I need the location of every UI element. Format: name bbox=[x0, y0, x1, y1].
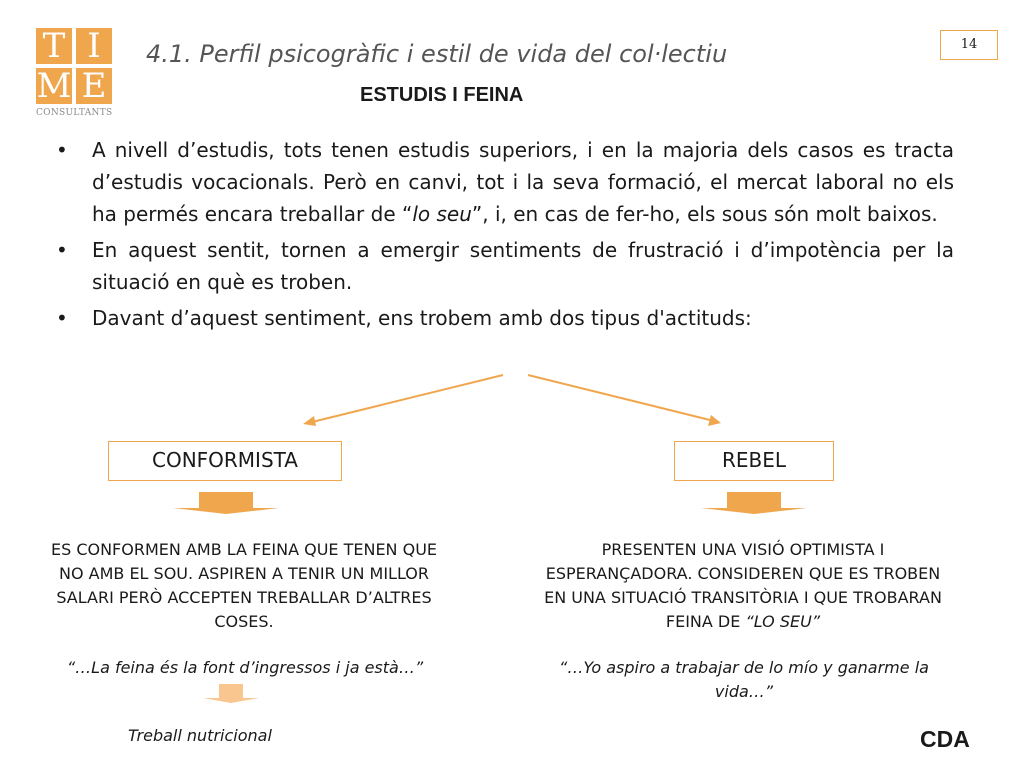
bullet-text: En aquest sentit, tornen a emergir sentiments de frustració i d’impotència per la situació en què es troben. bbox=[92, 238, 954, 294]
logo-caption: CONSULTANTS bbox=[36, 108, 113, 118]
conformista-quote: “…La feina és la font d’ingressos i ja està…” bbox=[66, 658, 424, 677]
logo-letter: E bbox=[76, 68, 112, 104]
slide-title: 4.1. Perfil psicogràfic i estil de vida del col·lectiu bbox=[146, 40, 728, 68]
rebel-description-text: PRESENTEN UNA VISIÓ OPTIMISTA I ESPERANÇADORA. CONSIDEREN QUE ES TROBEN EN UNA SITUACIÓ TRANSITÒRIA I QUE TROBARAN FEINA DE bbox=[544, 540, 942, 631]
left-down-arrow-icon bbox=[173, 492, 279, 514]
conformista-description: ES CONFORMEN AMB LA FEINA QUE TENEN QUE NO AMB EL SOU. ASPIREN A TENIR UN MILLOR SALARI PERÒ ACCEPTEN TREBALLAR D’ALTRES COSES. bbox=[50, 540, 438, 631]
bullet-text: A nivell d’estudis, tots tenen estudis superiors, i en la majoria dels casos es tracta d’estudis vocacionals. Però en canvi, tot i la seva formació, el mercat laboral no els ha permés encara treballar de “ bbox=[92, 138, 954, 226]
bullet-icon: • bbox=[56, 306, 68, 330]
rebel-description-emphasis: “LO SEU” bbox=[745, 612, 821, 631]
right-down-arrow-icon bbox=[701, 492, 807, 514]
section-subtitle: ESTUDIS I FEINA bbox=[360, 84, 524, 106]
bullet-text: ”, i, en cas de fer-ho, els sous són molt baixos. bbox=[471, 202, 938, 226]
rebel-description bbox=[536, 538, 950, 634]
logo-letter: I bbox=[76, 28, 112, 64]
left-branch-arrow bbox=[308, 375, 503, 423]
bullet-emphasis: lo seu bbox=[412, 202, 472, 226]
bullet-icon: • bbox=[56, 138, 68, 162]
bullet-icon: • bbox=[56, 238, 68, 262]
left-arrowhead-icon bbox=[303, 416, 316, 426]
rebel-box: REBEL bbox=[674, 441, 834, 481]
page-number: 14 bbox=[940, 30, 998, 60]
rebel-quote: “…Yo aspiro a trabajar de lo mío y ganarme la vida…” bbox=[559, 658, 929, 701]
logo-letter: T bbox=[36, 28, 72, 64]
logo-letter: M bbox=[36, 66, 72, 106]
bullet-text: Davant d’aquest sentiment, ens trobem amb dos tipus d'actituds: bbox=[92, 306, 752, 330]
footnote: Treball nutricional bbox=[128, 726, 272, 745]
footer-mark: CDA bbox=[920, 726, 970, 752]
right-arrowhead-icon bbox=[708, 415, 721, 426]
footnote-down-arrow-icon bbox=[203, 684, 259, 703]
right-branch-arrow bbox=[528, 375, 714, 421]
conformista-box: CONFORMISTA bbox=[108, 441, 342, 481]
